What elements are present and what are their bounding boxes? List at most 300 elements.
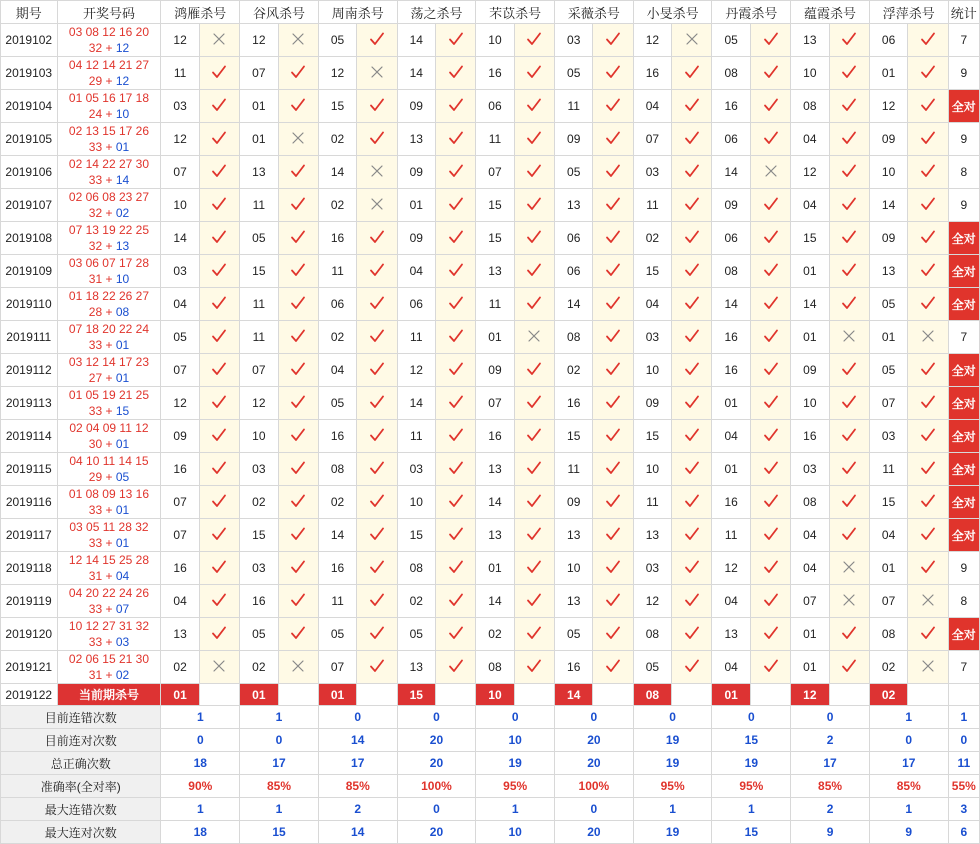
current-label: 当前期杀号	[57, 684, 161, 706]
kill-number-cell: 16	[318, 420, 356, 453]
header-period: 期号	[1, 1, 58, 24]
kill-number-cell: 09	[633, 387, 671, 420]
period-cell: 2019104	[1, 90, 58, 123]
kill-number-cell: 13	[476, 519, 514, 552]
kill-number-cell: 02	[318, 189, 356, 222]
check-icon	[908, 189, 948, 222]
draw-second-line	[58, 469, 161, 485]
kill-number-cell: 01	[869, 552, 907, 585]
summary-value: 0	[869, 729, 948, 752]
check-icon	[199, 57, 239, 90]
check-icon	[593, 354, 633, 387]
kill-number-cell: 16	[476, 420, 514, 453]
check-icon	[750, 222, 790, 255]
cross-icon	[908, 651, 948, 684]
draw-second-line	[58, 403, 161, 419]
draw-numbers-cell	[57, 222, 161, 255]
kill-number-cell: 16	[791, 420, 829, 453]
kill-number-cell: 04	[712, 420, 750, 453]
draw-blue-ball: 03	[115, 635, 130, 649]
stat-cell: 7	[948, 321, 979, 354]
plus-sign: +	[102, 305, 116, 319]
kill-number-cell: 05	[318, 618, 356, 651]
check-icon	[199, 288, 239, 321]
summary-stat: 11	[948, 752, 979, 775]
stat-cell: 7	[948, 24, 979, 57]
table-row	[1, 156, 980, 189]
kill-number-cell: 01	[240, 123, 278, 156]
kill-number-cell: 05	[161, 321, 199, 354]
check-icon	[435, 189, 475, 222]
current-kill-number: 01	[318, 684, 356, 706]
check-icon	[199, 519, 239, 552]
draw-red-last: 27	[88, 371, 103, 385]
summary-value: 15	[712, 729, 791, 752]
check-icon	[829, 420, 869, 453]
check-icon	[750, 519, 790, 552]
kill-number-cell: 12	[791, 156, 829, 189]
summary-value: 20	[555, 821, 634, 844]
check-icon	[593, 123, 633, 156]
table-row	[1, 57, 980, 90]
table-header	[1, 1, 980, 24]
empty-cell	[750, 684, 790, 706]
kill-number-cell: 02	[318, 321, 356, 354]
kill-number-cell: 15	[476, 222, 514, 255]
draw-red-last: 32	[88, 206, 103, 220]
check-icon	[357, 90, 397, 123]
check-icon	[672, 585, 712, 618]
summary-value: 18	[161, 821, 240, 844]
kill-number-cell: 06	[869, 24, 907, 57]
kill-number-cell: 14	[869, 189, 907, 222]
draw-numbers-cell	[57, 519, 161, 552]
kill-number-cell: 06	[397, 288, 435, 321]
period-cell: 2019118	[1, 552, 58, 585]
kill-number-cell: 04	[318, 354, 356, 387]
check-icon	[750, 189, 790, 222]
check-icon	[199, 552, 239, 585]
check-icon	[435, 651, 475, 684]
summary-value: 2	[791, 729, 870, 752]
check-icon	[357, 387, 397, 420]
draw-blue-ball: 04	[115, 569, 130, 583]
draw-red-last: 33	[88, 173, 103, 187]
draw-red-last: 32	[88, 41, 103, 55]
check-icon	[278, 387, 318, 420]
kill-number-cell: 03	[240, 453, 278, 486]
check-icon	[357, 420, 397, 453]
kill-number-cell: 14	[397, 57, 435, 90]
draw-blue-ball: 05	[115, 470, 130, 484]
check-icon	[593, 618, 633, 651]
summary-stat: 3	[948, 798, 979, 821]
empty-cell	[514, 684, 554, 706]
check-icon	[199, 420, 239, 453]
check-icon	[829, 255, 869, 288]
check-icon	[829, 57, 869, 90]
check-icon	[435, 618, 475, 651]
summary-value: 10	[476, 729, 555, 752]
kill-number-cell: 09	[161, 420, 199, 453]
check-icon	[672, 321, 712, 354]
kill-number-cell: 15	[791, 222, 829, 255]
summary-row	[1, 729, 980, 752]
kill-number-cell: 01	[476, 552, 514, 585]
kill-number-cell: 02	[633, 222, 671, 255]
kill-number-cell: 01	[397, 189, 435, 222]
draw-red-last: 33	[88, 536, 103, 550]
kill-number-cell: 04	[633, 288, 671, 321]
check-icon	[278, 57, 318, 90]
stat-cell: 9	[948, 57, 979, 90]
draw-second-line	[58, 502, 161, 518]
current-kill-number: 12	[791, 684, 829, 706]
kill-number-cell: 02	[476, 618, 514, 651]
draw-numbers-cell	[57, 552, 161, 585]
kill-number-cell: 05	[240, 222, 278, 255]
cross-icon	[278, 24, 318, 57]
draw-blue-ball: 01	[115, 437, 130, 451]
check-icon	[435, 387, 475, 420]
check-icon	[908, 255, 948, 288]
summary-row	[1, 821, 980, 844]
draw-red-last: 31	[88, 668, 103, 682]
stat-cell: 全对	[948, 288, 979, 321]
kill-number-cell: 05	[555, 618, 593, 651]
header-expert: 蕴霞杀号	[791, 1, 870, 24]
check-icon	[672, 255, 712, 288]
summary-label: 准确率(全对率)	[1, 775, 161, 798]
kill-number-cell: 11	[240, 288, 278, 321]
period-cell: 2019119	[1, 585, 58, 618]
check-icon	[829, 453, 869, 486]
kill-number-cell: 16	[161, 552, 199, 585]
kill-number-cell: 07	[161, 354, 199, 387]
summary-value: 100%	[397, 775, 476, 798]
kill-number-cell: 07	[869, 387, 907, 420]
summary-value: 1	[161, 798, 240, 821]
summary-label: 目前连对次数	[1, 729, 161, 752]
check-icon	[750, 288, 790, 321]
kill-number-cell: 07	[161, 156, 199, 189]
check-icon	[278, 354, 318, 387]
draw-blue-ball: 08	[115, 305, 130, 319]
draw-second-line	[58, 568, 161, 584]
check-icon	[514, 288, 554, 321]
kill-number-cell: 08	[555, 321, 593, 354]
plus-sign: +	[102, 173, 116, 187]
kill-number-cell: 16	[712, 90, 750, 123]
check-icon	[593, 387, 633, 420]
stat-cell: 全对	[948, 354, 979, 387]
kill-number-cell: 09	[791, 354, 829, 387]
kill-number-cell: 09	[476, 354, 514, 387]
check-icon	[750, 57, 790, 90]
period-cell: 2019107	[1, 189, 58, 222]
kill-number-cell: 05	[318, 24, 356, 57]
kill-number-cell: 13	[869, 255, 907, 288]
check-icon	[435, 354, 475, 387]
summary-value: 1	[476, 798, 555, 821]
check-icon	[278, 618, 318, 651]
check-icon	[750, 420, 790, 453]
draw-numbers-cell	[57, 255, 161, 288]
check-icon	[908, 618, 948, 651]
summary-value: 9	[869, 821, 948, 844]
draw-numbers-cell	[57, 24, 161, 57]
draw-numbers-cell	[57, 288, 161, 321]
summary-value: 0	[397, 798, 476, 821]
period-cell: 2019105	[1, 123, 58, 156]
draw-red-line: 12 14 15 25 28	[68, 553, 149, 567]
check-icon	[750, 255, 790, 288]
summary-value: 85%	[240, 775, 319, 798]
period-cell: 2019114	[1, 420, 58, 453]
check-icon	[672, 519, 712, 552]
stat-cell: 全对	[948, 519, 979, 552]
draw-second-line	[58, 436, 161, 452]
draw-blue-ball: 10	[115, 272, 130, 286]
check-icon	[357, 222, 397, 255]
kill-number-cell: 14	[318, 156, 356, 189]
check-icon	[750, 552, 790, 585]
kill-number-cell: 05	[633, 651, 671, 684]
check-icon	[908, 552, 948, 585]
summary-stat: 6	[948, 821, 979, 844]
kill-number-cell: 04	[791, 123, 829, 156]
kill-number-cell: 13	[397, 651, 435, 684]
check-icon	[357, 486, 397, 519]
kill-number-cell: 01	[791, 651, 829, 684]
check-icon	[435, 90, 475, 123]
draw-red-last: 33	[88, 404, 103, 418]
check-icon	[829, 651, 869, 684]
draw-blue-ball: 01	[115, 536, 130, 550]
kill-number-cell: 06	[712, 222, 750, 255]
stat-cell: 全对	[948, 255, 979, 288]
check-icon	[514, 387, 554, 420]
stat-cell: 9	[948, 189, 979, 222]
kill-number-cell: 04	[633, 90, 671, 123]
current-kill-number: 02	[869, 684, 907, 706]
kill-number-cell: 09	[555, 486, 593, 519]
check-icon	[750, 453, 790, 486]
plus-sign: +	[102, 371, 116, 385]
check-icon	[672, 420, 712, 453]
draw-numbers-cell	[57, 618, 161, 651]
draw-red-line: 02 06 15 21 30	[68, 652, 149, 666]
plus-sign: +	[102, 107, 116, 121]
check-icon	[908, 222, 948, 255]
empty-cell	[199, 684, 239, 706]
kill-number-cell: 12	[161, 387, 199, 420]
kill-number-cell: 06	[318, 288, 356, 321]
summary-value: 1	[633, 798, 712, 821]
check-icon	[829, 90, 869, 123]
kill-number-cell: 15	[318, 90, 356, 123]
summary-value: 20	[397, 729, 476, 752]
kill-number-cell: 05	[869, 288, 907, 321]
check-icon	[435, 453, 475, 486]
kill-number-cell: 09	[555, 123, 593, 156]
cross-icon	[514, 321, 554, 354]
kill-number-cell: 07	[791, 585, 829, 618]
check-icon	[750, 585, 790, 618]
summary-value: 0	[240, 729, 319, 752]
draw-second-line	[58, 535, 161, 551]
check-icon	[908, 519, 948, 552]
draw-numbers-cell	[57, 651, 161, 684]
kill-number-cell: 13	[555, 519, 593, 552]
check-icon	[672, 156, 712, 189]
check-icon	[514, 255, 554, 288]
kill-number-cell: 14	[791, 288, 829, 321]
plus-sign: +	[102, 668, 116, 682]
draw-blue-ball: 07	[115, 602, 130, 616]
check-icon	[278, 156, 318, 189]
kill-number-cell: 10	[555, 552, 593, 585]
header-stat: 统计	[948, 1, 979, 24]
check-icon	[435, 255, 475, 288]
check-icon	[278, 453, 318, 486]
summary-label: 最大连对次数	[1, 821, 161, 844]
draw-red-last: 33	[88, 140, 103, 154]
draw-second-line	[58, 667, 161, 683]
check-icon	[593, 453, 633, 486]
draw-second-line	[58, 40, 161, 56]
kill-number-cell: 10	[791, 387, 829, 420]
draw-numbers-cell	[57, 156, 161, 189]
draw-red-last: 29	[88, 470, 103, 484]
kill-number-cell: 16	[161, 453, 199, 486]
table-row	[1, 387, 980, 420]
stat-cell: 全对	[948, 90, 979, 123]
kill-number-cell: 09	[869, 123, 907, 156]
kill-number-cell: 03	[397, 453, 435, 486]
period-cell: 2019115	[1, 453, 58, 486]
stat-cell: 全对	[948, 453, 979, 486]
check-icon	[672, 387, 712, 420]
kill-number-cell: 11	[397, 321, 435, 354]
check-icon	[199, 255, 239, 288]
draw-red-last: 29	[88, 74, 103, 88]
cross-icon	[829, 321, 869, 354]
check-icon	[357, 123, 397, 156]
check-icon	[908, 57, 948, 90]
draw-red-last: 32	[88, 239, 103, 253]
check-icon	[593, 288, 633, 321]
period-cell: 2019113	[1, 387, 58, 420]
kill-number-cell: 02	[161, 651, 199, 684]
draw-blue-ball: 01	[115, 338, 130, 352]
kill-number-cell: 08	[318, 453, 356, 486]
check-icon	[593, 189, 633, 222]
kill-number-cell: 08	[397, 552, 435, 585]
draw-red-line: 02 14 22 27 30	[68, 157, 149, 171]
check-icon	[199, 585, 239, 618]
kill-number-cell: 13	[712, 618, 750, 651]
check-icon	[514, 57, 554, 90]
kill-number-cell: 14	[476, 585, 514, 618]
kill-number-cell: 11	[161, 57, 199, 90]
kill-number-cell: 01	[791, 321, 829, 354]
kill-number-cell: 14	[397, 387, 435, 420]
kill-number-cell: 08	[869, 618, 907, 651]
check-icon	[435, 24, 475, 57]
kill-number-cell: 05	[555, 57, 593, 90]
plus-sign: +	[102, 239, 116, 253]
kill-number-cell: 12	[240, 24, 278, 57]
draw-second-line	[58, 205, 161, 221]
check-icon	[357, 618, 397, 651]
check-icon	[278, 420, 318, 453]
kill-number-cell: 04	[791, 519, 829, 552]
kill-number-cell: 06	[712, 123, 750, 156]
kill-number-cell: 16	[476, 57, 514, 90]
summary-value: 0	[397, 706, 476, 729]
kill-number-cell: 01	[240, 90, 278, 123]
kill-number-cell: 05	[712, 24, 750, 57]
cross-icon	[199, 24, 239, 57]
summary-row	[1, 752, 980, 775]
stat-cell: 9	[948, 552, 979, 585]
table-row	[1, 618, 980, 651]
kill-number-cell: 10	[869, 156, 907, 189]
summary-value: 85%	[318, 775, 397, 798]
summary-value: 0	[791, 706, 870, 729]
check-icon	[514, 354, 554, 387]
check-icon	[278, 321, 318, 354]
header-expert: 浮萍杀号	[869, 1, 948, 24]
draw-red-line: 07 13 19 22 25	[68, 223, 149, 237]
kill-number-cell: 04	[869, 519, 907, 552]
check-icon	[435, 420, 475, 453]
kill-number-cell: 02	[318, 123, 356, 156]
check-icon	[278, 486, 318, 519]
kill-number-cell: 03	[791, 453, 829, 486]
draw-numbers-cell	[57, 420, 161, 453]
plus-sign: +	[102, 635, 116, 649]
header-expert: 荡之杀号	[397, 1, 476, 24]
check-icon	[514, 453, 554, 486]
summary-label: 最大连错次数	[1, 798, 161, 821]
check-icon	[278, 90, 318, 123]
draw-red-line: 03 12 14 17 23	[68, 355, 149, 369]
draw-red-line: 01 05 19 21 25	[68, 388, 149, 402]
kill-number-cell: 16	[712, 486, 750, 519]
kill-number-cell: 01	[791, 618, 829, 651]
check-icon	[750, 24, 790, 57]
draw-red-last: 33	[88, 503, 103, 517]
kill-number-cell: 13	[476, 255, 514, 288]
kill-number-cell: 08	[791, 90, 829, 123]
check-icon	[672, 123, 712, 156]
check-icon	[199, 222, 239, 255]
period-cell: 2019106	[1, 156, 58, 189]
draw-second-line	[58, 73, 161, 89]
kill-number-cell: 04	[791, 189, 829, 222]
check-icon	[750, 354, 790, 387]
summary-value: 2	[318, 798, 397, 821]
kill-number-cell: 14	[318, 519, 356, 552]
cross-icon	[278, 651, 318, 684]
kill-number-cell: 11	[240, 321, 278, 354]
cross-icon	[829, 585, 869, 618]
summary-value: 1	[161, 706, 240, 729]
cross-icon	[908, 321, 948, 354]
check-icon	[672, 57, 712, 90]
